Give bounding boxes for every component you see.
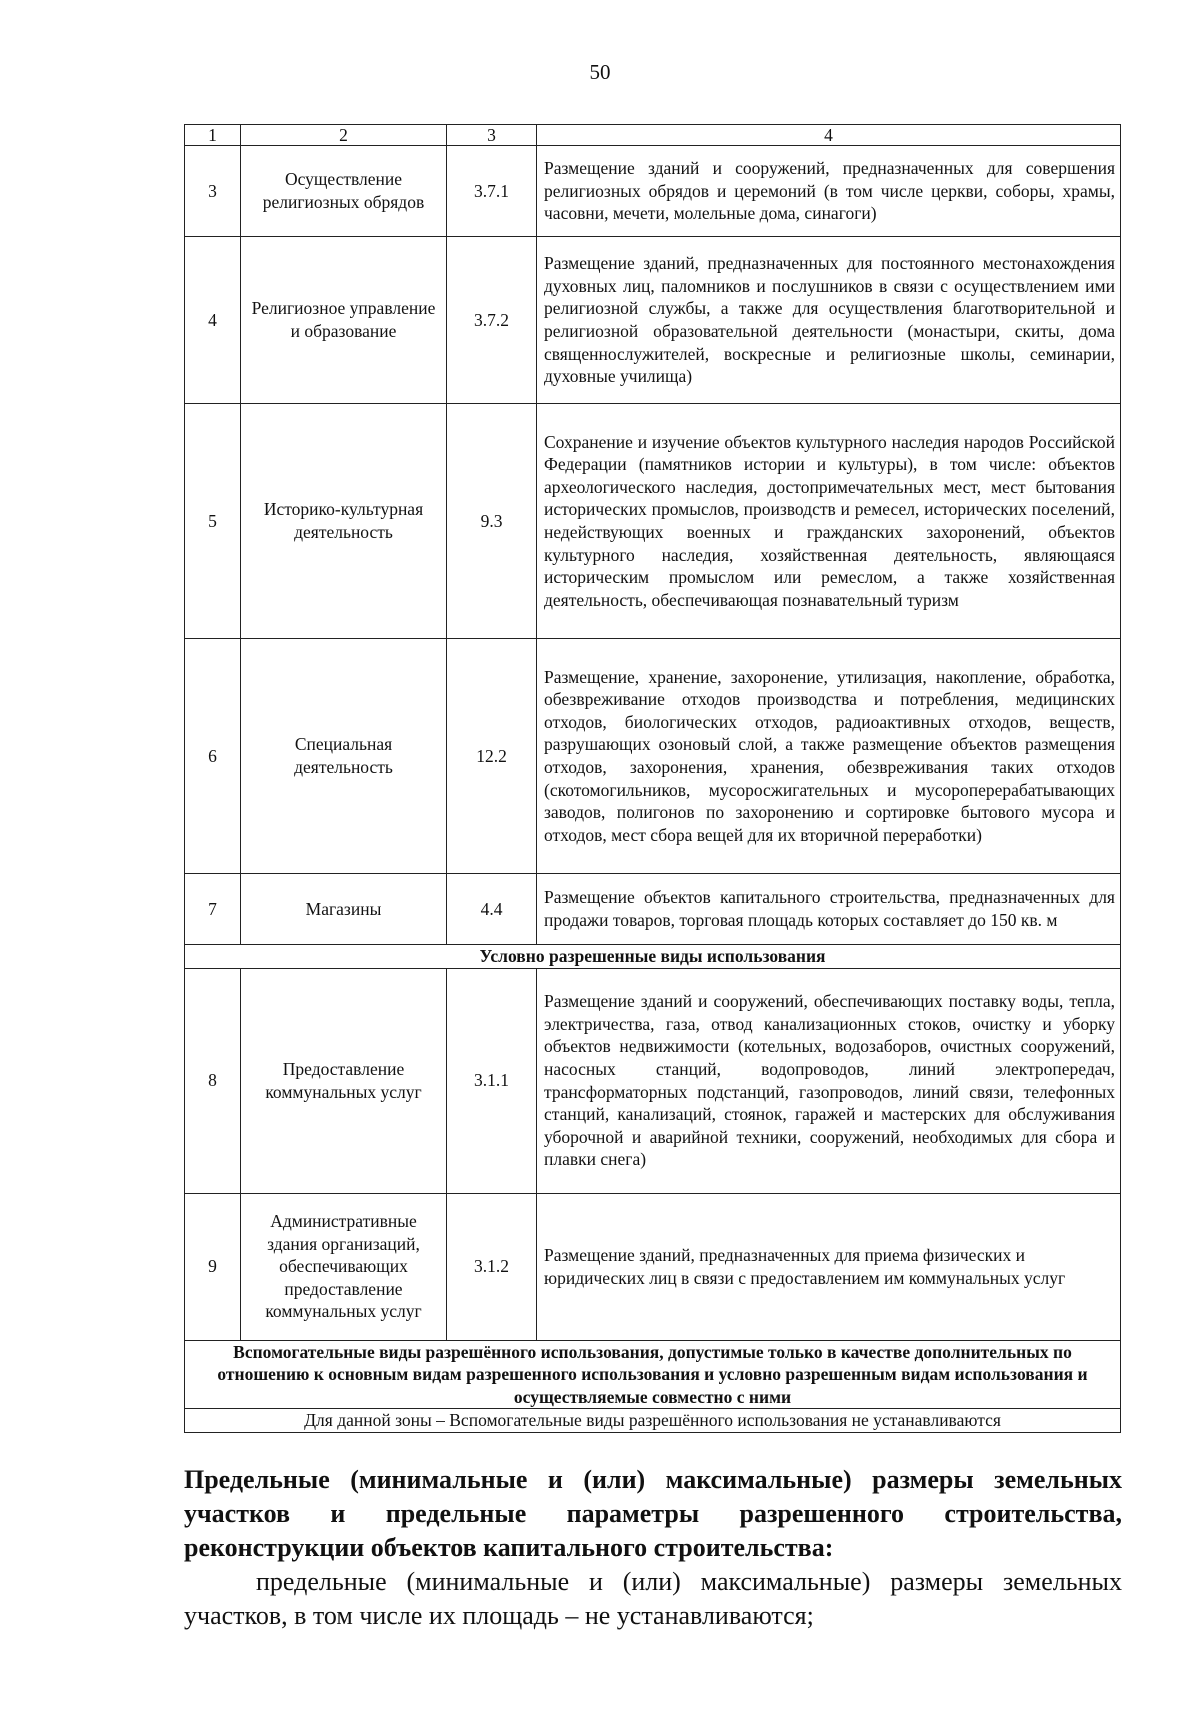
use-type-code: 3.1.2	[447, 1193, 537, 1340]
auxiliary-section-row	[185, 1340, 1121, 1409]
body-paragraph: предельные (минимальные и (или) максимальные) размеры земельных участков, в том числе их площадь – не устанавливаются;	[184, 1567, 1122, 1630]
row-number: 7	[185, 874, 241, 945]
table-row	[185, 237, 1121, 404]
table-row	[185, 1193, 1121, 1340]
row-number: 3	[185, 146, 241, 237]
use-type-code: 12.2	[447, 639, 537, 874]
use-type-description: Размещение зданий и сооружений, обеспечивающих поставку воды, тепла, электричества, газа, отвод канализационных стоков, очистку и уборку объектов недвижимости (котельных, водозаборов, очистных сооружений, насосных станций, водопроводов, линий электропередач, трансформаторных подстанций, газопроводов, линий связи, телефонных станций, канализаций, стоянок, гаражей и мастерских для обслуживания уборочной и аварийной техники, сооружений, необходимых для сбора и плавки снега)	[537, 968, 1121, 1193]
table-row	[185, 874, 1121, 945]
use-type-name: Специальная деятельность	[241, 639, 447, 874]
row-number: 4	[185, 237, 241, 404]
use-type-name: Магазины	[241, 874, 447, 945]
row-number: 6	[185, 639, 241, 874]
conditional-section-title: Условно разрешенные виды использования	[185, 945, 1121, 969]
auxiliary-note: Для данной зоны – Вспомогательные виды разрешённого использования не устанавливаются	[185, 1409, 1121, 1433]
use-type-code: 3.1.1	[447, 968, 537, 1193]
table-row	[185, 639, 1121, 874]
use-type-description: Размещение зданий и сооружений, предназначенных для совершения религиозных обрядов и церемоний (в том числе церкви, соборы, храмы, часовни, мечети, молельные дома, синагоги)	[537, 146, 1121, 237]
use-type-description: Сохранение и изучение объектов культурного наследия народов Российской Федерации (памятников истории и культуры), в том числе: объектов археологического наследия, достопримечательных мест, мест бытования исторических промыслов, производств и ремесел, исторических поселений, недействующих военных и гражданских захоронений, объектов культурного наследия, хозяйственная деятельность, являющаяся историческим промыслом или ремеслом, а также хозяйственная деятельность, обеспечивающая познавательный туризм	[537, 404, 1121, 639]
row-number: 8	[185, 968, 241, 1193]
use-type-code: 3.7.1	[447, 146, 537, 237]
page-number: 50	[589, 60, 611, 84]
header-cell: 3	[447, 125, 537, 146]
section-heading: Предельные (минимальные и (или) максимальные) размеры земельных участков и предельные параметры разрешенного строительства, реконструкции объектов капитального строительства:	[184, 1465, 1122, 1562]
auxiliary-note-row	[185, 1409, 1121, 1433]
use-type-code: 4.4	[447, 874, 537, 945]
use-type-description: Размещение зданий, предназначенных для постоянного местонахождения духовных лиц, паломников и послушников в связи с осуществлением ими религиозной службы, а также для осуществления благотворительной и религиозной образовательной деятельности (монастыри, скиты, дома священнослужителей, воскресные и религиозные школы, семинарии, духовные училища)	[537, 237, 1121, 404]
header-cell: 2	[241, 125, 447, 146]
table-header-row	[185, 125, 1121, 146]
use-type-description: Размещение, хранение, захоронение, утилизация, накопление, обработка, обезвреживание отходов производства и потребления, медицинских отходов, биологических отходов, радиоактивных отходов, веществ, разрушающих озоновый слой, а также размещение объектов размещения отходов, захоронения, хранения, обезвреживания таких отходов (скотомогильников, мусоросжигательных и мусороперерабатывающих заводов, полигонов по захоронению и сортировке бытового мусора и отходов, мест сбора вещей для их вторичной переработки)	[537, 639, 1121, 874]
use-type-name: Религиозное управление и образование	[241, 237, 447, 404]
conditional-section-row	[185, 945, 1121, 969]
use-type-description: Размещение зданий, предназначенных для приема физических и юридических лиц в связи с предоставлением им коммунальных услуг	[537, 1193, 1121, 1340]
use-type-name: Осуществление религиозных обрядов	[241, 146, 447, 237]
header-cell: 4	[537, 125, 1121, 146]
auxiliary-section-title: Вспомогательные виды разрешённого использования, допустимые только в качестве дополнительных по отношению к основным видам разрешенного использования и условно разрешенным видам использования и осуществляемые совместно с ними	[185, 1340, 1121, 1409]
table-row	[185, 404, 1121, 639]
use-type-description: Размещение объектов капитального строительства, предназначенных для продажи товаров, торговая площадь которых составляет до 150 кв. м	[537, 874, 1121, 945]
use-type-name: Историко-культурная деятельность	[241, 404, 447, 639]
land-use-table	[184, 124, 1121, 1433]
use-type-name: Административные здания организаций, обеспечивающих предоставление коммунальных услуг	[241, 1193, 447, 1340]
use-type-code: 3.7.2	[447, 237, 537, 404]
row-number: 9	[185, 1193, 241, 1340]
row-number: 5	[185, 404, 241, 639]
use-type-code: 9.3	[447, 404, 537, 639]
body-text	[184, 1463, 1122, 1633]
table-row	[185, 968, 1121, 1193]
header-cell: 1	[185, 125, 241, 146]
use-type-name: Предоставление коммунальных услуг	[241, 968, 447, 1193]
table-row	[185, 146, 1121, 237]
